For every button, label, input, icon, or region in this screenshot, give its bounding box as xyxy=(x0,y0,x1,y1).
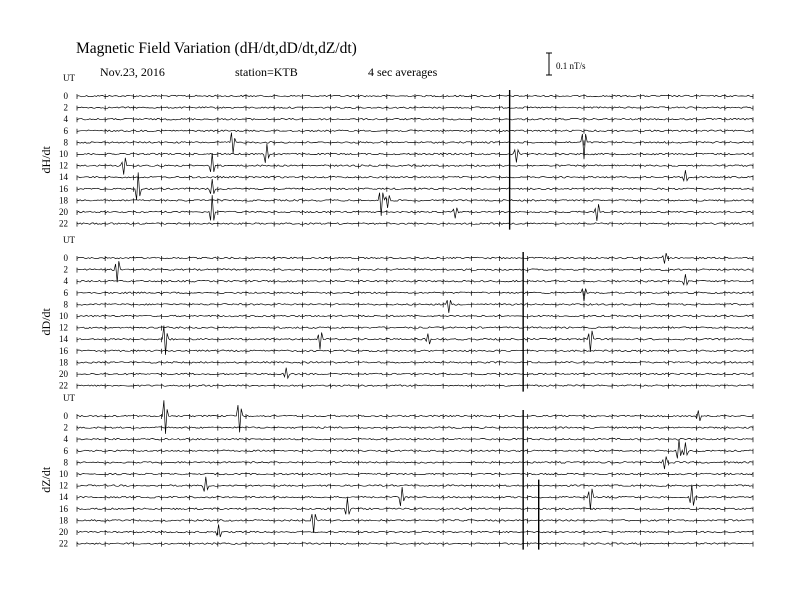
hour-label: 0 xyxy=(63,253,68,263)
hour-label: 20 xyxy=(59,369,68,379)
hour-label: 22 xyxy=(59,218,68,229)
hour-label: 10 xyxy=(59,311,68,321)
hour-label: 2 xyxy=(63,102,68,113)
hour-label: 4 xyxy=(63,114,68,125)
hour-label: 14 xyxy=(59,492,68,503)
ut-label: UT xyxy=(63,235,75,245)
component-label: dH/dt xyxy=(39,146,53,174)
hour-label: 14 xyxy=(59,334,68,345)
hour-label: 8 xyxy=(63,457,68,468)
date-label: Nov.23, 2016 xyxy=(100,65,165,79)
hour-label: 8 xyxy=(63,137,68,148)
hour-label: 6 xyxy=(63,125,68,136)
hour-label: 10 xyxy=(59,469,68,479)
hour-label: 2 xyxy=(63,422,68,433)
hour-label: 12 xyxy=(59,160,68,171)
hour-label: 4 xyxy=(63,434,68,445)
hour-label: 4 xyxy=(63,276,68,287)
hour-label: 16 xyxy=(59,345,68,356)
hour-label: 6 xyxy=(63,287,68,298)
station-label: station=KTB xyxy=(235,65,298,79)
scale-bar xyxy=(546,53,586,75)
scale-bar-label: 0.1 nT/s xyxy=(556,61,586,71)
hour-label: 2 xyxy=(63,264,68,275)
hour-label: 10 xyxy=(59,149,68,159)
hour-label: 0 xyxy=(63,411,68,421)
panel-dZ-dt xyxy=(39,393,753,549)
hour-label: 20 xyxy=(59,527,68,537)
hour-label: 18 xyxy=(59,357,68,368)
hour-label: 16 xyxy=(59,503,68,514)
component-label: dZ/dt xyxy=(39,466,53,493)
hour-label: 18 xyxy=(59,195,68,206)
panel-dD-dt xyxy=(39,235,753,391)
hour-label: 6 xyxy=(63,445,68,456)
hour-label: 20 xyxy=(59,207,68,217)
event-lines xyxy=(510,90,539,550)
hour-label: 16 xyxy=(59,183,68,194)
hour-label: 22 xyxy=(59,380,68,391)
hour-label: 0 xyxy=(63,91,68,101)
hour-label: 14 xyxy=(59,172,68,183)
ut-label: UT xyxy=(63,73,75,83)
hour-label: 18 xyxy=(59,515,68,526)
hour-label: 12 xyxy=(59,480,68,491)
averages-label: 4 sec averages xyxy=(368,65,438,79)
panel-dH-dt xyxy=(39,73,753,229)
hour-label: 8 xyxy=(63,299,68,310)
component-label: dD/dt xyxy=(39,308,53,336)
hour-label: 22 xyxy=(59,538,68,549)
ut-label: UT xyxy=(63,393,75,403)
chart-title: Magnetic Field Variation (dH/dt,dD/dt,dZ/dt) xyxy=(76,40,357,57)
hour-label: 12 xyxy=(59,322,68,333)
panels xyxy=(39,73,753,549)
